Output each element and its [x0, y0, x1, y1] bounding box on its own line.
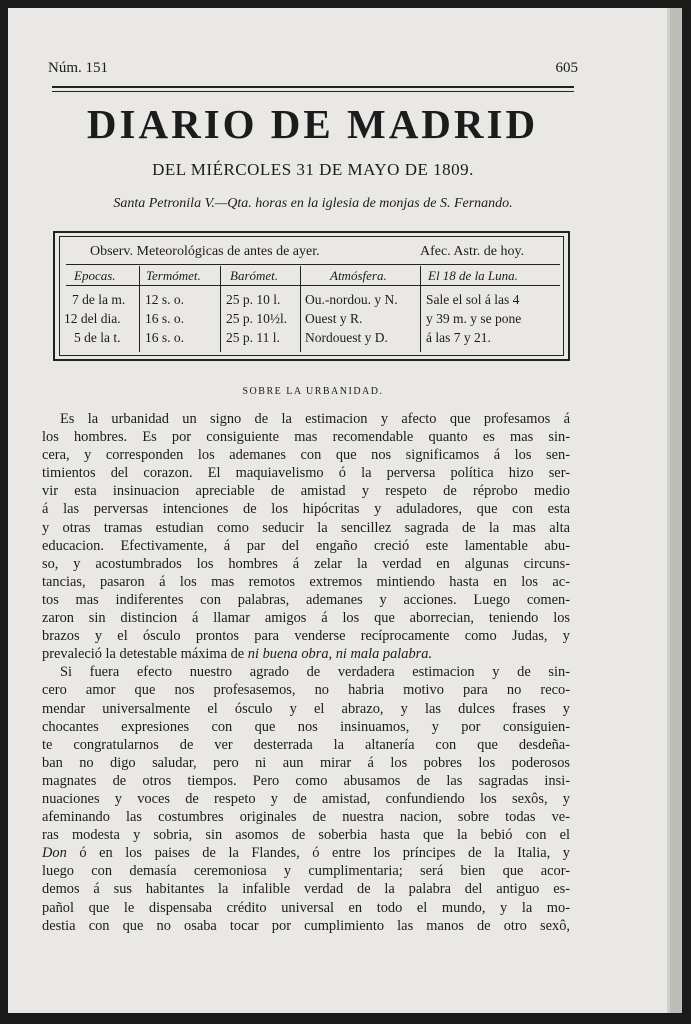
cell-termometro: 16 s. o. — [145, 311, 185, 326]
luna-line: á las 7 y 21. — [426, 330, 491, 345]
text-line: Es la urbanidad un signo de la estimacion y afecto que profesamos á — [60, 411, 570, 427]
page-edge — [670, 8, 682, 1013]
cell-termometro: 12 s. o. — [145, 292, 185, 307]
text-line: vir esta insinuacion apreciable de amistad y respeto de réprobo medio — [42, 483, 570, 500]
article-body — [42, 410, 570, 935]
meteo-col-divider — [420, 266, 421, 352]
text-line: Si fuera efecto nuestro agrado de verdadera estimacion y de sin- — [60, 664, 570, 681]
masthead-topline — [48, 60, 578, 77]
cell-barometro: 25 p. 11 l. — [226, 330, 280, 345]
text-line: magnates de otros tiempos. Pero como abusamos de las sagradas insi- — [42, 772, 570, 789]
text-line: y otras tramas estudian como seducir la sencillez sagrada de la mas alta — [42, 519, 570, 536]
text-line: afeminando las costumbres originales de nuestra nacion, sobre todas ve- — [42, 809, 570, 826]
text-line: te congratularnos de ver desterrada la altanería con que desdeña- — [42, 736, 570, 753]
text-line: timientos del corazon. El maquiavelismo ó la perversa política hizo ser- — [42, 465, 570, 482]
text-fragment: prevaleció la detestable máxima de — [42, 646, 245, 663]
text-line: tancias, pasaron á los mas remotos extremos mintiendo hasta en los ac- — [42, 573, 570, 590]
text-fragment: ó en los paises de la Flandes, ó entre los príncipes de la Italia, y — [79, 845, 570, 862]
text-line: á las perversas intenciones de los hipócritas y aduladores, que con esta — [42, 501, 570, 518]
cell-epoca: 7 de la m. — [72, 292, 126, 307]
text-line: demos á sus habitantes la infalible verdad de la palabra del antiguo es- — [42, 881, 570, 898]
text-line: ras modesta y sobria, sin asomos de soberbia hasta que la bebió con el — [42, 827, 570, 844]
col-header-termometro: Termómet. — [146, 268, 201, 283]
text-line: luego con demasía ceremoniosa y cumplimentaria; será bien que acor- — [42, 863, 570, 880]
text-line: mendar universalmente el ósculo y el abrazo, y las dulces frases y — [42, 700, 570, 717]
text-line: tos mas indiferentes con palabras, ademanes y acciones. Luego comen- — [42, 591, 570, 608]
col-header-atmosfera: Atmósfera. — [330, 268, 387, 283]
text-line: chocantes expresiones con que nos insinuamos, y por consiguien- — [42, 718, 570, 735]
text-line: nuaciones y voces de respeto y de amistad, confundiendo los sexôs, y — [42, 790, 570, 807]
saint-of-day: Santa Petronila V.—Qta. horas en la iglesia de monjas de S. Fernando. — [113, 196, 513, 211]
meteo-col-divider — [220, 266, 221, 352]
meteo-rule-upper — [66, 264, 560, 265]
luna-line: Sale el sol á las 4 — [426, 292, 520, 307]
cell-barometro: 25 p. 10½l. — [226, 311, 288, 326]
issue-number: Núm. 151 — [48, 60, 108, 76]
col-header-barometro: Barómet. — [230, 268, 279, 283]
text-line: cero amor que nos profesasemos, no habria motivo para no reco- — [42, 682, 570, 699]
text-line: ban no digo saludar, pero ni aun mirar á los pobres los poderosos — [42, 754, 570, 771]
text-line: educacion. Efectivamente, á par del engaño creció este lamentable abu- — [42, 537, 570, 554]
masthead-rule-bottom — [52, 91, 574, 92]
cell-barometro: 25 p. 10 l. — [226, 292, 281, 307]
col-header-epocas: Epocas. — [74, 268, 116, 283]
text-line: brazos y el ósculo prontos para venderse recíprocamente como Judas, y — [42, 628, 570, 645]
text-line: los hombres. Es por consiguiente mas recomendable quanto es mas sin- — [42, 429, 570, 446]
cell-epoca: 5 de la t. — [74, 330, 121, 345]
meteo-col-divider — [300, 266, 301, 352]
luna-line: y 39 m. y se pone — [426, 311, 522, 326]
masthead-rule-top — [52, 86, 574, 88]
cell-termometro: 16 s. o. — [145, 330, 185, 345]
italic-maxim: ni buena obra, ni mala palabra. — [247, 646, 433, 663]
text-line: zaron sin distincion á llamar amigos á los que aborrecian, teniendo los — [42, 610, 570, 627]
cell-atmosfera: Ou.-nordou. y N. — [305, 292, 398, 307]
article-title: SOBRE LA URBANIDAD. — [242, 386, 384, 397]
meteo-heading-right: Afec. Astr. de hoy. — [420, 244, 525, 259]
text-line: pañol que le dispensaba crédito universal en todo el mundo, y la mo- — [42, 899, 570, 916]
italic-don: Don — [42, 845, 67, 862]
cell-atmosfera: Nordouest y D. — [305, 330, 388, 345]
text-line-with-italic — [42, 844, 570, 862]
text-line: destia con que no osaba tocar por cumplimiento las manos de otro sexô, — [42, 917, 570, 934]
page-number: 605 — [555, 60, 578, 76]
date-line: DEL MIÉRCOLES 31 DE MAYO DE 1809. — [152, 160, 474, 179]
col-header-luna: El 18 de la Luna. — [428, 268, 518, 283]
meteo-col-divider — [139, 266, 140, 352]
meteo-rule-lower — [66, 285, 560, 286]
newspaper-title: DIARIO DE MADRID — [86, 101, 539, 147]
text-line: cera, y corresponden los ademanes con que nos significamos á los sen- — [42, 447, 570, 464]
text-line: so, y acostumbrados los hombres á zelar la verdad en algunas circuns- — [42, 555, 570, 572]
cell-atmosfera: Ouest y R. — [305, 311, 363, 326]
cell-epoca: 12 del dia. — [64, 311, 121, 326]
meteo-heading-left: Observ. Meteorológicas de antes de ayer. — [90, 244, 320, 259]
text-line-with-italic — [42, 645, 570, 663]
